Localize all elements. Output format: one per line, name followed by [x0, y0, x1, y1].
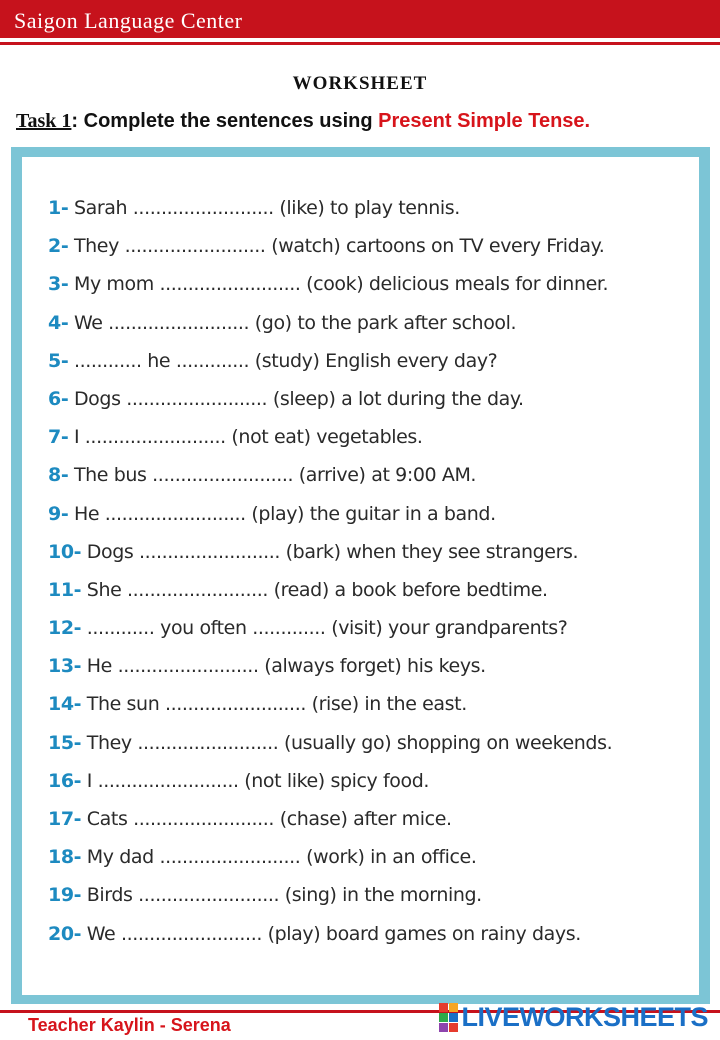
exercise-text: My mom ......................... (cook) delicious meals for dinner. — [68, 273, 609, 296]
exercise-number: 12- — [48, 617, 82, 640]
exercise-number: 11- — [48, 578, 82, 601]
exercise-number: 17- — [48, 808, 82, 830]
center-name: Saigon Language Center — [14, 8, 243, 33]
exercise-number: 20- — [48, 922, 82, 945]
exercise-text: Sarah ......................... (like) to play tennis. — [68, 197, 460, 219]
exercise-text: Birds ......................... (sing) in the morning. — [81, 884, 482, 907]
exercise-item — [48, 728, 612, 766]
exercise-text: We ......................... (go) to the park after school. — [68, 311, 517, 334]
exercise-item — [48, 613, 612, 651]
exercise-number: 13- — [48, 655, 82, 678]
task-highlight: Present Simple Tense. — [378, 110, 591, 132]
worksheet-title: WORKSHEET — [292, 73, 428, 94]
header-bar — [0, 0, 720, 38]
exercise-number: 6- — [48, 387, 69, 410]
exercise-text: We ......................... (play) board games on rainy days. — [81, 922, 581, 945]
exercise-number: 19- — [48, 884, 82, 907]
exercise-item — [48, 499, 612, 537]
exercise-number: 10- — [48, 540, 82, 563]
exercise-item — [48, 689, 612, 727]
exercise-item — [48, 384, 612, 422]
exercise-number: 18- — [48, 846, 82, 869]
teacher-credit: Teacher Kaylin - Serena — [28, 1015, 231, 1035]
exercise-text: ............ he ............. (study) English every day? — [68, 349, 498, 372]
exercise-item — [48, 537, 612, 575]
exercise-number: 4- — [48, 311, 69, 334]
exercise-text: The bus ......................... (arrive) at 9:00 AM. — [68, 464, 477, 487]
exercise-number: 15- — [48, 731, 82, 754]
brand-name: LIVEWORKSHEETS — [461, 1001, 708, 1032]
exercise-number: 3- — [48, 273, 69, 296]
exercise-text: He ......................... (always forget) his keys. — [81, 655, 486, 678]
exercise-item — [48, 308, 612, 346]
exercise-item — [48, 804, 612, 842]
exercise-number: 8- — [48, 464, 69, 487]
exercise-list — [48, 193, 612, 957]
exercise-text: The sun ......................... (rise) in the east. — [81, 693, 467, 716]
task-text: Complete the sentences using — [83, 110, 379, 132]
exercise-item — [48, 880, 612, 918]
exercise-item — [48, 651, 612, 689]
exercise-text: They ......................... (watch) cartoons on TV every Friday. — [68, 235, 605, 258]
exercise-number: 7- — [48, 426, 69, 449]
exercise-text: Dogs ......................... (sleep) a lot during the day. — [68, 387, 524, 410]
exercise-text: I ......................... (not like) spicy food. — [81, 769, 430, 792]
liveworksheets-logo-icon — [439, 1003, 458, 1032]
exercise-item — [48, 842, 612, 880]
exercise-item — [48, 575, 612, 613]
exercise-number: 14- — [48, 693, 82, 716]
exercise-number: 1- — [48, 197, 69, 219]
liveworksheets-brand[interactable] — [439, 1002, 708, 1032]
exercise-item — [48, 766, 612, 804]
task-colon: : — [71, 110, 84, 132]
exercise-item — [48, 193, 612, 231]
exercise-text: They ......................... (usually go) shopping on weekends. — [81, 731, 613, 754]
header-divider — [0, 42, 720, 45]
exercise-number: 9- — [48, 502, 69, 525]
exercise-item — [48, 422, 612, 460]
exercise-number: 2- — [48, 235, 69, 258]
exercise-item — [48, 269, 612, 307]
exercise-text: ............ you often ............. (visit) your grandparents? — [81, 617, 568, 640]
exercise-text: My dad ......................... (work) in an office. — [81, 846, 477, 869]
exercise-item — [48, 460, 612, 498]
exercise-item — [48, 919, 612, 957]
task-label: Task 1 — [16, 110, 72, 132]
exercise-text: He ......................... (play) the guitar in a band. — [68, 502, 496, 525]
exercise-number: 16- — [48, 769, 82, 792]
exercise-item — [48, 346, 612, 384]
exercise-text: Dogs ......................... (bark) when they see strangers. — [81, 540, 579, 563]
task-instruction — [16, 110, 590, 133]
exercise-text: She ......................... (read) a book before bedtime. — [81, 578, 548, 601]
exercise-number: 5- — [48, 349, 69, 372]
exercise-text: I ......................... (not eat) vegetables. — [68, 426, 423, 449]
exercise-item — [48, 231, 612, 269]
exercise-text: Cats ......................... (chase) after mice. — [81, 808, 452, 830]
